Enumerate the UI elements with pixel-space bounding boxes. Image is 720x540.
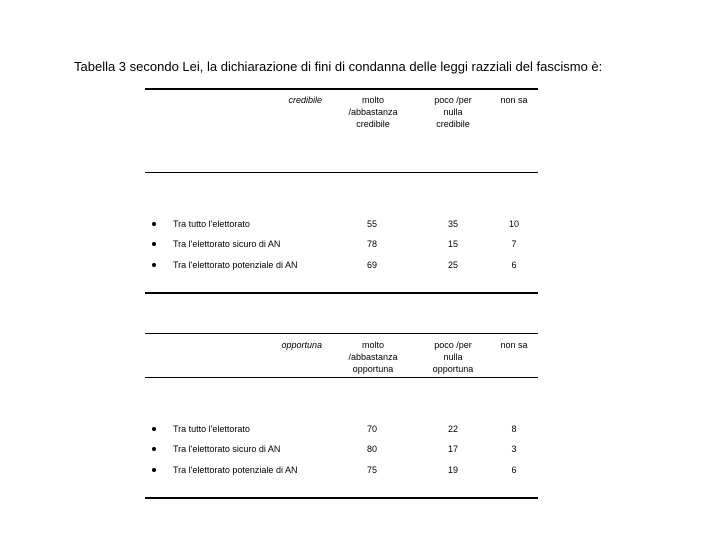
table-top-rule	[145, 88, 538, 90]
table-row	[0, 219, 720, 233]
bullet-icon	[152, 468, 156, 472]
column-header-label: opportuna	[281, 340, 322, 350]
value-dont-know: 7	[511, 239, 517, 249]
value-positive: 55	[366, 219, 377, 229]
table-bottom-rule	[145, 292, 538, 294]
header-rule	[145, 377, 538, 378]
column-header-positive: molto /abbastanza opportuna	[348, 340, 398, 374]
value-negative: 19	[447, 465, 458, 475]
value-negative: 15	[447, 239, 458, 249]
bullet-icon	[152, 427, 156, 431]
table-row	[0, 465, 720, 479]
column-header-negative: poco /per nulla opportuna	[432, 340, 474, 374]
value-positive: 78	[366, 239, 377, 249]
value-dont-know: 10	[508, 219, 519, 229]
table-bottom-rule	[145, 497, 538, 499]
bullet-icon	[152, 222, 156, 226]
page-title: Tabella 3 secondo Lei, la dichiarazione di fini di condanna delle leggi razziali del fascismo è:	[74, 59, 603, 74]
table-row	[0, 424, 720, 438]
value-dont-know: 6	[511, 260, 517, 270]
row-label: Tra tutto l'elettorato	[173, 219, 250, 229]
table-row	[0, 239, 720, 253]
table-row	[0, 260, 720, 274]
column-header-dont-know: non sa	[500, 340, 528, 350]
column-header-dont-know: non sa	[500, 95, 528, 105]
bullet-icon	[152, 447, 156, 451]
bullet-icon	[152, 242, 156, 246]
row-label: Tra tutto l'elettorato	[173, 424, 250, 434]
bullet-icon	[152, 263, 156, 267]
row-label: Tra l'elettorato sicuro di AN	[173, 239, 281, 249]
row-label: Tra l'elettorato sicuro di AN	[173, 444, 281, 454]
value-positive: 80	[366, 444, 377, 454]
value-negative: 22	[447, 424, 458, 434]
value-negative: 35	[447, 219, 458, 229]
row-label: Tra l'elettorato potenziale di AN	[173, 465, 298, 475]
value-negative: 17	[447, 444, 458, 454]
value-positive: 75	[366, 465, 377, 475]
value-dont-know: 6	[511, 465, 517, 475]
value-positive: 69	[366, 260, 377, 270]
column-header-label: credibile	[288, 95, 322, 105]
column-header-negative: poco /per nulla credibile	[434, 95, 472, 129]
column-header-positive: molto /abbastanza credibile	[348, 95, 398, 129]
value-dont-know: 8	[511, 424, 517, 434]
value-negative: 25	[447, 260, 458, 270]
row-label: Tra l'elettorato potenziale di AN	[173, 260, 298, 270]
value-dont-know: 3	[511, 444, 517, 454]
header-rule	[145, 172, 538, 173]
table-top-rule	[145, 333, 538, 334]
value-positive: 70	[366, 424, 377, 434]
table-row	[0, 444, 720, 458]
